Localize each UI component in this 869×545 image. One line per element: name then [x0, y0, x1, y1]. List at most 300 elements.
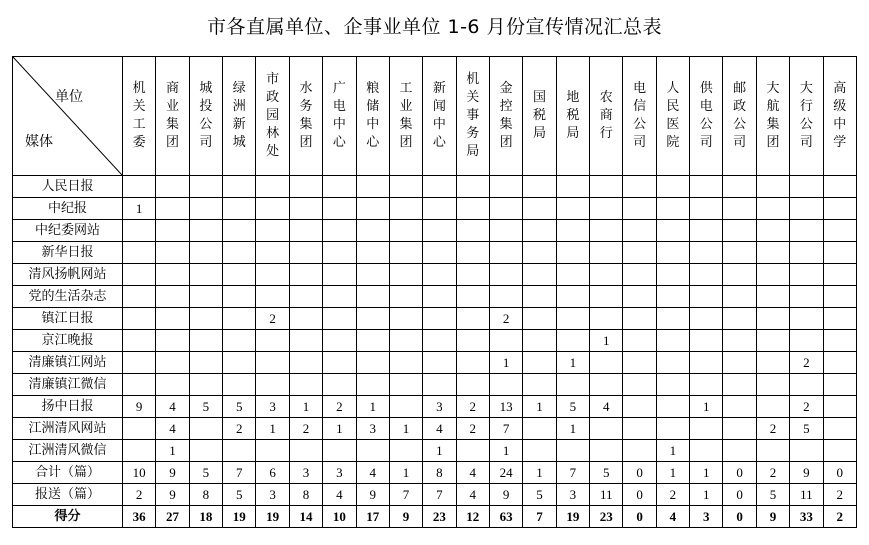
unit-header: 电 信 公 司	[623, 57, 656, 176]
value-cell	[823, 440, 856, 462]
value-cell	[623, 308, 656, 330]
value-cell	[456, 264, 489, 286]
value-cell	[223, 374, 256, 396]
value-cell	[523, 198, 556, 220]
value-cell: 11	[590, 484, 623, 506]
value-cell	[156, 330, 189, 352]
value-cell	[389, 374, 422, 396]
value-cell	[189, 242, 222, 264]
value-cell	[690, 176, 723, 198]
value-cell	[189, 374, 222, 396]
value-cell	[590, 308, 623, 330]
value-cell	[523, 374, 556, 396]
value-cell	[656, 176, 689, 198]
value-cell	[289, 242, 322, 264]
table-row	[13, 440, 857, 462]
value-cell: 10	[123, 462, 156, 484]
value-cell: 3	[256, 484, 289, 506]
value-cell	[289, 374, 322, 396]
unit-header: 广 电 中 心	[323, 57, 356, 176]
value-cell: 4	[356, 462, 389, 484]
value-cell	[790, 176, 823, 198]
value-cell	[823, 220, 856, 242]
table-row	[13, 484, 857, 506]
value-cell	[456, 374, 489, 396]
value-cell	[756, 374, 789, 396]
value-cell: 3	[556, 484, 589, 506]
value-cell	[356, 198, 389, 220]
value-cell	[289, 286, 322, 308]
value-cell: 23	[590, 506, 623, 528]
value-cell	[356, 286, 389, 308]
unit-header: 国 税 局	[523, 57, 556, 176]
value-cell	[656, 286, 689, 308]
value-cell	[456, 198, 489, 220]
unit-header: 新 闻 中 心	[423, 57, 456, 176]
value-cell	[690, 220, 723, 242]
value-cell	[723, 374, 756, 396]
value-cell	[156, 374, 189, 396]
value-cell	[256, 352, 289, 374]
value-cell	[289, 176, 322, 198]
value-cell	[123, 352, 156, 374]
value-cell	[556, 242, 589, 264]
value-cell	[690, 440, 723, 462]
table-row	[13, 506, 857, 528]
value-cell	[156, 264, 189, 286]
value-cell	[389, 440, 422, 462]
value-cell: 33	[790, 506, 823, 528]
value-cell	[790, 264, 823, 286]
value-cell	[523, 440, 556, 462]
media-name: 新华日报	[13, 242, 123, 264]
value-cell	[456, 286, 489, 308]
media-name: 报送（篇）	[13, 484, 123, 506]
value-cell	[423, 176, 456, 198]
value-cell: 9	[756, 506, 789, 528]
value-cell	[523, 242, 556, 264]
value-cell	[223, 176, 256, 198]
value-cell: 2	[489, 308, 522, 330]
value-cell	[590, 220, 623, 242]
value-cell	[523, 176, 556, 198]
value-cell	[556, 308, 589, 330]
value-cell: 2	[123, 484, 156, 506]
value-cell: 4	[656, 506, 689, 528]
value-cell: 2	[656, 484, 689, 506]
value-cell	[323, 440, 356, 462]
value-cell	[256, 264, 289, 286]
value-cell: 36	[123, 506, 156, 528]
value-cell	[756, 352, 789, 374]
value-cell	[690, 308, 723, 330]
value-cell	[823, 176, 856, 198]
value-cell	[756, 396, 789, 418]
table-row	[13, 374, 857, 396]
value-cell	[556, 220, 589, 242]
value-cell	[590, 242, 623, 264]
value-cell: 23	[423, 506, 456, 528]
value-cell	[523, 220, 556, 242]
value-cell: 3	[323, 462, 356, 484]
table-row	[13, 176, 857, 198]
value-cell	[723, 308, 756, 330]
value-cell: 5	[189, 396, 222, 418]
value-cell	[556, 374, 589, 396]
unit-header: 人 民 医 院	[656, 57, 689, 176]
value-cell: 7	[523, 506, 556, 528]
value-cell	[556, 330, 589, 352]
value-cell: 2	[823, 484, 856, 506]
table-row	[13, 462, 857, 484]
value-cell: 8	[423, 462, 456, 484]
value-cell	[489, 242, 522, 264]
value-cell: 1	[590, 330, 623, 352]
value-cell	[523, 308, 556, 330]
value-cell: 11	[790, 484, 823, 506]
value-cell	[423, 308, 456, 330]
value-cell: 1	[556, 418, 589, 440]
value-cell: 7	[223, 462, 256, 484]
value-cell	[189, 352, 222, 374]
table-row	[13, 286, 857, 308]
value-cell	[790, 330, 823, 352]
value-cell	[489, 286, 522, 308]
value-cell	[523, 330, 556, 352]
unit-header: 绿 洲 新 城	[223, 57, 256, 176]
value-cell	[790, 198, 823, 220]
value-cell	[123, 374, 156, 396]
value-cell	[756, 330, 789, 352]
value-cell: 2	[223, 418, 256, 440]
value-cell	[423, 330, 456, 352]
value-cell: 5	[790, 418, 823, 440]
value-cell: 1	[656, 462, 689, 484]
value-cell	[389, 264, 422, 286]
value-cell: 2	[790, 352, 823, 374]
table-row	[13, 264, 857, 286]
value-cell: 1	[289, 396, 322, 418]
value-cell	[223, 242, 256, 264]
media-name: 人民日报	[13, 176, 123, 198]
value-cell	[289, 330, 322, 352]
value-cell: 7	[389, 484, 422, 506]
value-cell	[523, 352, 556, 374]
value-cell	[790, 308, 823, 330]
value-cell	[423, 242, 456, 264]
value-cell: 2	[323, 396, 356, 418]
value-cell	[523, 418, 556, 440]
media-name: 清廉镇江网站	[13, 352, 123, 374]
unit-header: 大 行 公 司	[790, 57, 823, 176]
value-cell	[590, 440, 623, 462]
value-cell	[389, 242, 422, 264]
value-cell	[189, 440, 222, 462]
value-cell: 19	[556, 506, 589, 528]
value-cell: 1	[156, 440, 189, 462]
value-cell	[623, 242, 656, 264]
page-title: 市各直属单位、企事业单位 1-6 月份宣传情况汇总表	[206, 16, 663, 38]
value-cell	[823, 264, 856, 286]
value-cell	[656, 330, 689, 352]
value-cell	[623, 374, 656, 396]
unit-header: 粮 储 中 心	[356, 57, 389, 176]
unit-header: 市 政 园 林 处	[256, 57, 289, 176]
value-cell	[156, 242, 189, 264]
value-cell	[690, 352, 723, 374]
unit-header: 金 控 集 团	[489, 57, 522, 176]
value-cell: 19	[223, 506, 256, 528]
value-cell: 0	[623, 462, 656, 484]
table-row	[13, 352, 857, 374]
value-cell	[223, 220, 256, 242]
unit-header: 供 电 公 司	[690, 57, 723, 176]
value-cell	[389, 330, 422, 352]
media-name: 江洲清风网站	[13, 418, 123, 440]
media-name: 中纪报	[13, 198, 123, 220]
value-cell: 2	[456, 396, 489, 418]
value-cell	[323, 176, 356, 198]
media-name: 扬中日报	[13, 396, 123, 418]
value-cell: 10	[323, 506, 356, 528]
value-cell: 0	[723, 484, 756, 506]
value-cell: 1	[523, 396, 556, 418]
value-cell	[723, 286, 756, 308]
value-cell	[523, 286, 556, 308]
value-cell	[223, 330, 256, 352]
value-cell	[723, 396, 756, 418]
value-cell	[356, 330, 389, 352]
value-cell: 1	[523, 462, 556, 484]
media-name: 清廉镇江微信	[13, 374, 123, 396]
value-cell: 8	[189, 484, 222, 506]
value-cell: 1	[389, 462, 422, 484]
value-cell: 0	[623, 506, 656, 528]
table-row	[13, 330, 857, 352]
value-cell	[389, 176, 422, 198]
diagonal-line	[13, 57, 122, 175]
unit-header: 地 税 局	[556, 57, 589, 176]
value-cell: 1	[489, 440, 522, 462]
value-cell	[756, 286, 789, 308]
value-cell: 5	[556, 396, 589, 418]
value-cell	[323, 352, 356, 374]
value-cell	[623, 352, 656, 374]
value-cell	[123, 176, 156, 198]
value-cell	[389, 352, 422, 374]
value-cell	[723, 242, 756, 264]
value-cell: 1	[256, 418, 289, 440]
value-cell	[523, 264, 556, 286]
value-cell: 5	[189, 462, 222, 484]
value-cell	[289, 440, 322, 462]
value-cell: 4	[456, 484, 489, 506]
value-cell	[423, 198, 456, 220]
value-cell	[756, 308, 789, 330]
value-cell	[623, 264, 656, 286]
value-cell: 2	[756, 462, 789, 484]
value-cell	[656, 396, 689, 418]
value-cell	[690, 286, 723, 308]
media-name: 镇江日报	[13, 308, 123, 330]
value-cell	[256, 330, 289, 352]
value-cell	[790, 220, 823, 242]
table-row	[13, 242, 857, 264]
value-cell: 0	[823, 462, 856, 484]
value-cell: 7	[556, 462, 589, 484]
value-cell	[456, 176, 489, 198]
value-cell	[823, 198, 856, 220]
value-cell	[656, 308, 689, 330]
value-cell	[156, 308, 189, 330]
value-cell	[256, 242, 289, 264]
value-cell: 0	[723, 462, 756, 484]
value-cell	[590, 352, 623, 374]
value-cell	[356, 352, 389, 374]
value-cell	[623, 176, 656, 198]
value-cell: 5	[756, 484, 789, 506]
value-cell	[756, 198, 789, 220]
value-cell: 7	[489, 418, 522, 440]
value-cell	[656, 352, 689, 374]
value-cell	[489, 330, 522, 352]
value-cell: 5	[523, 484, 556, 506]
value-cell	[189, 264, 222, 286]
value-cell	[389, 396, 422, 418]
unit-header: 机 关 事 务 局	[456, 57, 489, 176]
value-cell	[156, 352, 189, 374]
value-cell	[823, 330, 856, 352]
value-cell	[823, 286, 856, 308]
value-cell	[690, 198, 723, 220]
value-cell	[756, 176, 789, 198]
value-cell: 4	[456, 462, 489, 484]
value-cell	[690, 418, 723, 440]
value-cell: 4	[323, 484, 356, 506]
value-cell	[123, 308, 156, 330]
value-cell: 5	[590, 462, 623, 484]
value-cell	[389, 286, 422, 308]
table-row	[13, 308, 857, 330]
value-cell: 4	[156, 396, 189, 418]
value-cell	[790, 374, 823, 396]
value-cell: 9	[123, 396, 156, 418]
value-cell: 9	[356, 484, 389, 506]
value-cell	[323, 308, 356, 330]
value-cell	[456, 308, 489, 330]
value-cell	[223, 286, 256, 308]
value-cell	[189, 330, 222, 352]
value-cell	[423, 286, 456, 308]
value-cell	[323, 286, 356, 308]
value-cell	[623, 198, 656, 220]
value-cell	[389, 198, 422, 220]
value-cell	[556, 286, 589, 308]
value-cell	[590, 264, 623, 286]
value-cell	[289, 220, 322, 242]
value-cell	[423, 374, 456, 396]
value-cell	[123, 440, 156, 462]
value-cell	[756, 242, 789, 264]
value-cell: 2	[456, 418, 489, 440]
value-cell	[690, 242, 723, 264]
value-cell	[790, 242, 823, 264]
value-cell	[156, 176, 189, 198]
value-cell	[123, 264, 156, 286]
value-cell	[723, 264, 756, 286]
value-cell	[156, 286, 189, 308]
value-cell: 9	[489, 484, 522, 506]
value-cell	[756, 440, 789, 462]
media-name: 得分	[13, 506, 123, 528]
value-cell	[489, 264, 522, 286]
value-cell: 14	[289, 506, 322, 528]
value-cell	[823, 242, 856, 264]
value-cell	[323, 220, 356, 242]
value-cell: 2	[756, 418, 789, 440]
table-row	[13, 396, 857, 418]
value-cell: 7	[423, 484, 456, 506]
value-cell	[123, 220, 156, 242]
value-cell	[623, 396, 656, 418]
corner-unit-label: 单位	[55, 89, 83, 105]
value-cell	[656, 198, 689, 220]
value-cell: 2	[256, 308, 289, 330]
value-cell: 1	[656, 440, 689, 462]
value-cell: 17	[356, 506, 389, 528]
value-cell: 1	[489, 352, 522, 374]
table-row	[13, 418, 857, 440]
value-cell	[189, 286, 222, 308]
value-cell	[189, 220, 222, 242]
value-cell	[423, 220, 456, 242]
value-cell	[323, 242, 356, 264]
value-cell	[690, 330, 723, 352]
value-cell	[723, 176, 756, 198]
value-cell: 5	[223, 396, 256, 418]
value-cell	[556, 198, 589, 220]
value-cell: 3	[690, 506, 723, 528]
value-cell	[456, 242, 489, 264]
value-cell: 1	[123, 198, 156, 220]
value-cell	[456, 220, 489, 242]
value-cell: 2	[790, 396, 823, 418]
value-cell	[256, 374, 289, 396]
value-cell	[356, 220, 389, 242]
media-name: 中纪委网站	[13, 220, 123, 242]
value-cell: 1	[389, 418, 422, 440]
value-cell	[223, 198, 256, 220]
unit-header: 邮 政 公 司	[723, 57, 756, 176]
table-row	[13, 220, 857, 242]
corner-cell	[13, 57, 123, 176]
value-cell: 4	[423, 418, 456, 440]
value-cell	[223, 264, 256, 286]
value-cell	[256, 440, 289, 462]
unit-header: 高 级 中 学	[823, 57, 856, 176]
value-cell: 5	[223, 484, 256, 506]
value-cell	[723, 418, 756, 440]
value-cell: 9	[156, 484, 189, 506]
value-cell	[289, 264, 322, 286]
value-cell	[590, 176, 623, 198]
value-cell: 3	[423, 396, 456, 418]
value-cell	[790, 286, 823, 308]
media-name: 清风扬帆网站	[13, 264, 123, 286]
value-cell	[756, 264, 789, 286]
unit-header: 商 业 集 团	[156, 57, 189, 176]
value-cell	[556, 176, 589, 198]
